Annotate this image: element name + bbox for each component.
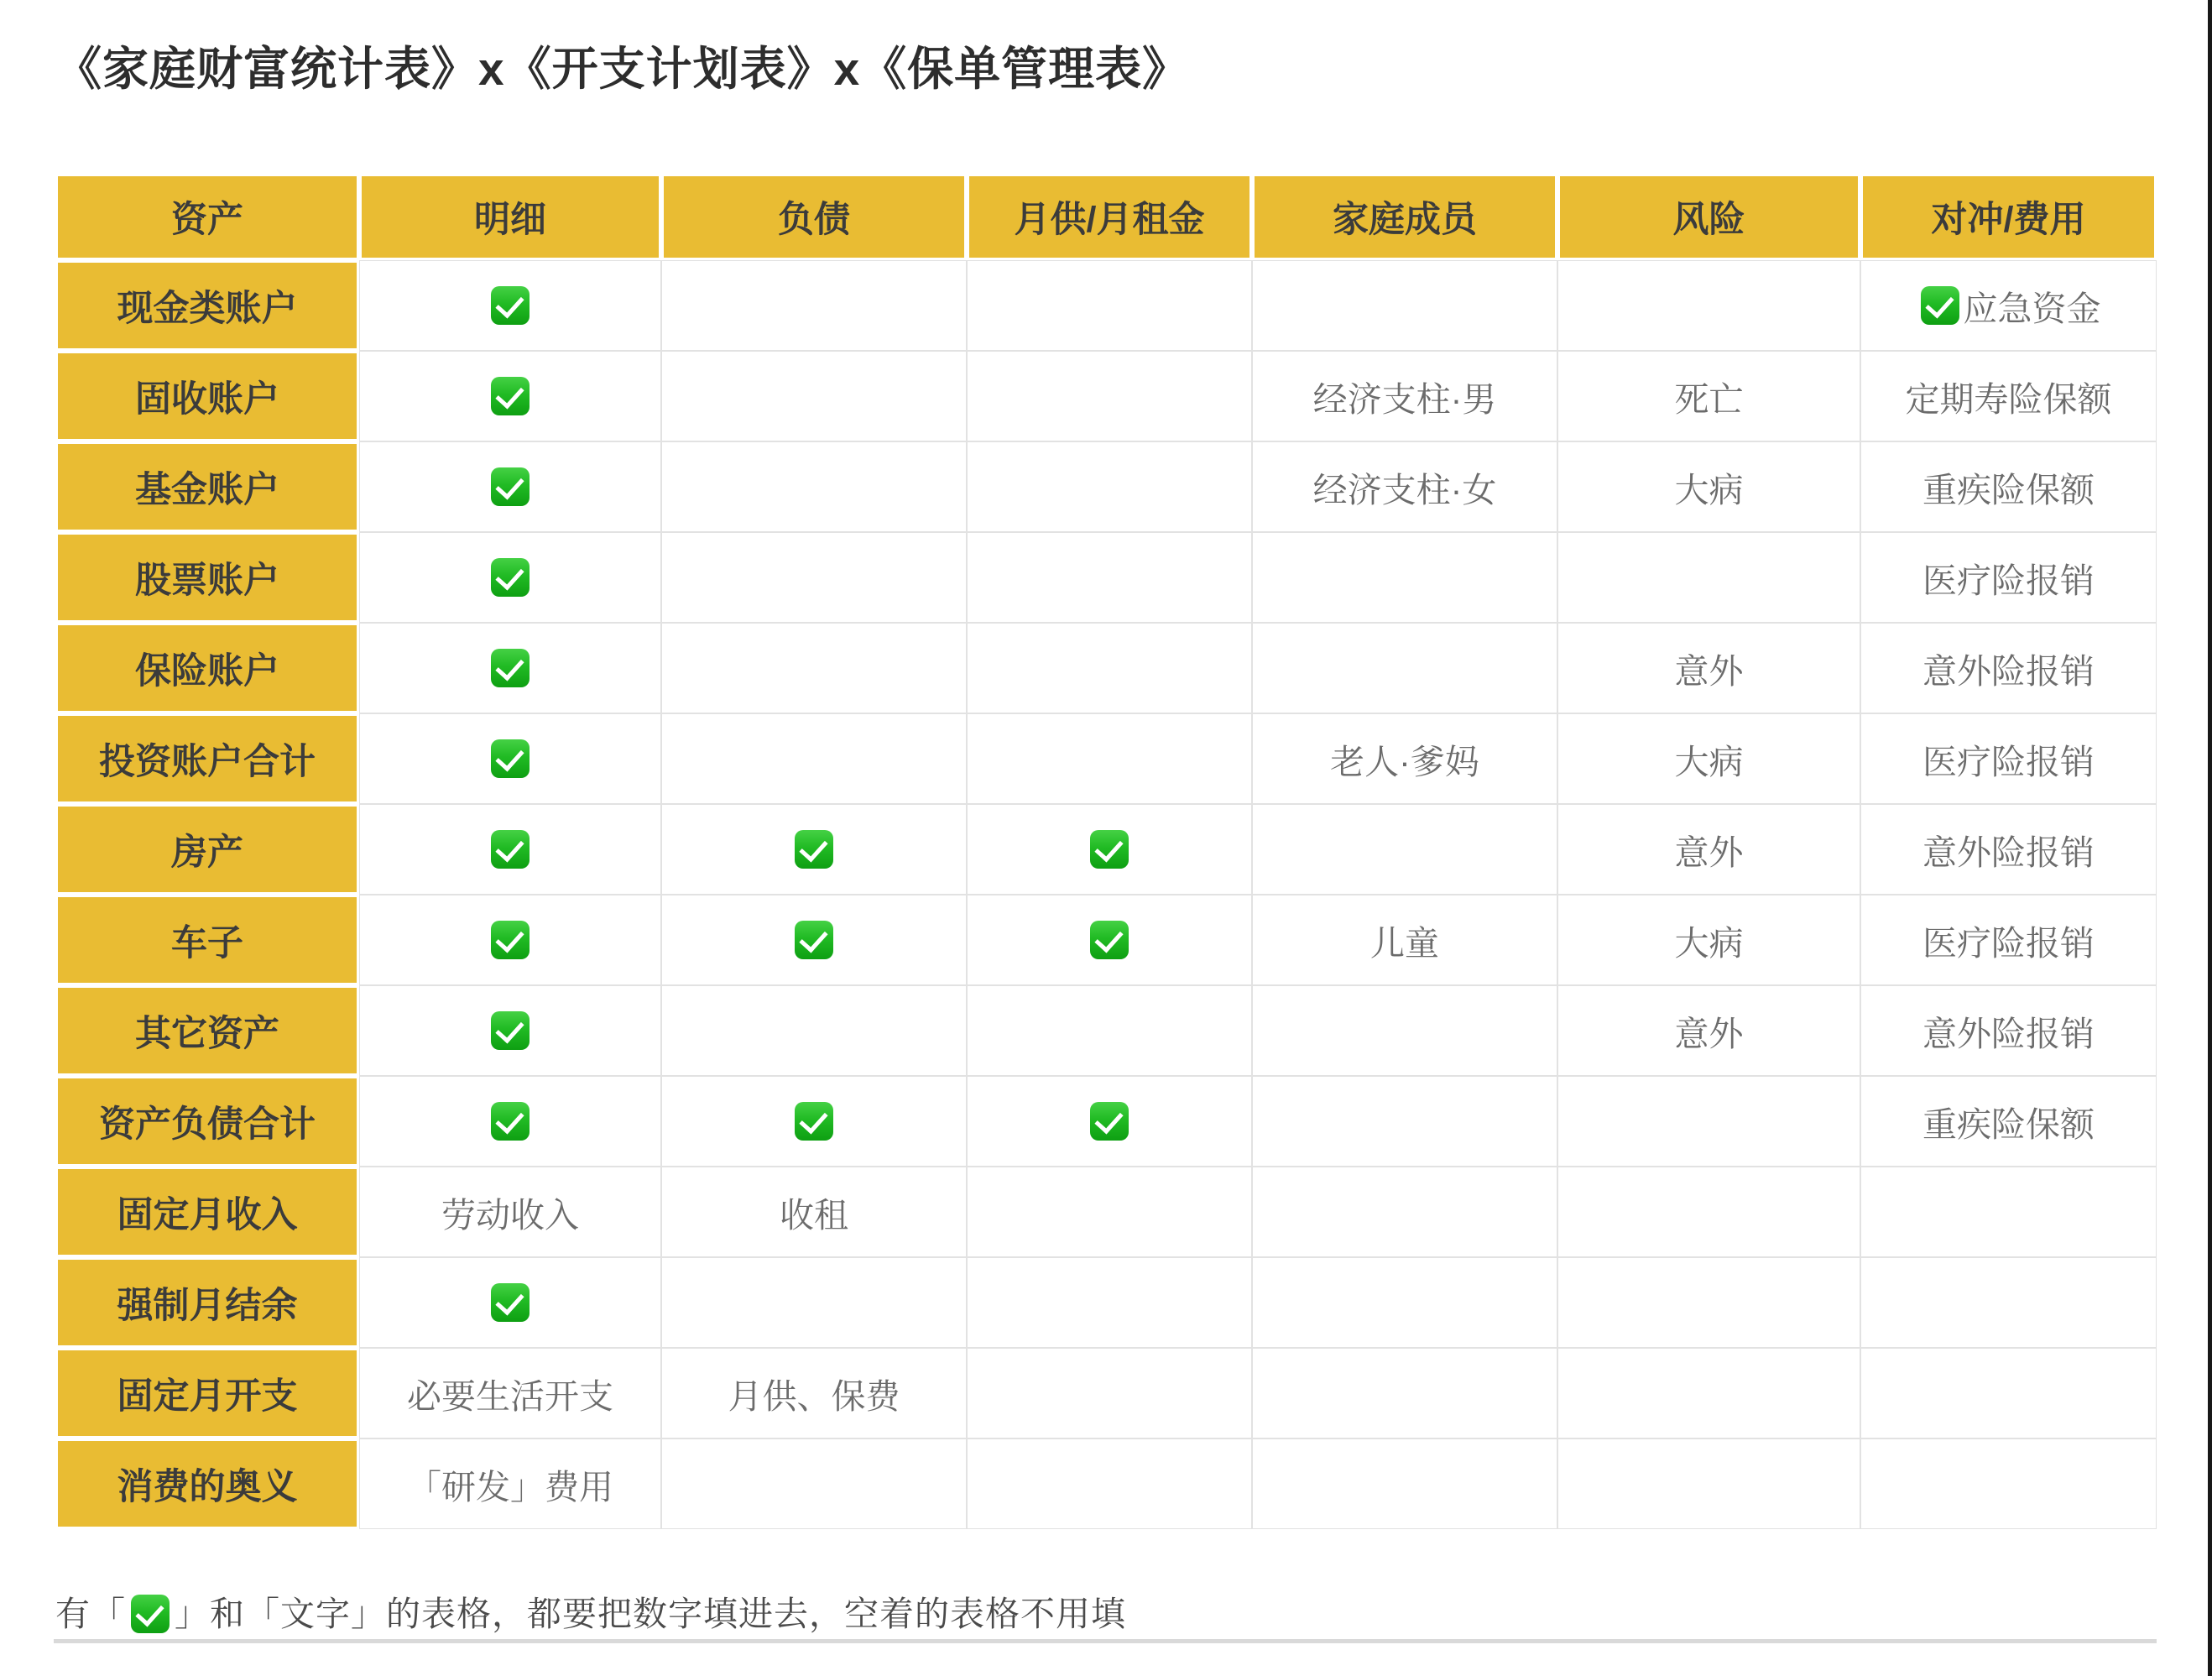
table-cell: 意外险报销 [1860,804,2157,895]
table-cell [661,351,967,441]
table-cell [359,351,661,441]
table-cell [1557,1167,1860,1257]
table-cell [967,1348,1252,1438]
check-icon [491,377,530,415]
table-cell [1252,804,1557,895]
table-cell [967,532,1252,623]
table-cell: 大病 [1557,895,1860,985]
table-cell [967,1076,1252,1167]
footer-note: 有「 」和「文字」的表格，都要把数字填进去，空着的表格不用填 [55,1595,1126,1633]
check-icon [795,830,833,869]
table-cell [1252,532,1557,623]
row-header: 保险账户 [55,623,359,713]
table-cell [1252,260,1557,351]
column-header-3: 月供/月租金 [967,174,1252,260]
page-title: 《家庭财富统计表》x《开支计划表》x《保单管理表》 [55,43,1190,95]
table-cell [359,623,661,713]
row-header: 固定月收入 [55,1167,359,1257]
table-cell [1860,1348,2157,1438]
table-cell: 意外险报销 [1860,623,2157,713]
table-cell [1252,1438,1557,1529]
check-icon [1921,286,1959,325]
row-header: 房产 [55,804,359,895]
table-cell [1252,1348,1557,1438]
table-cell [1557,1348,1860,1438]
table-cell [1860,1438,2157,1529]
check-icon [491,649,530,687]
row-header: 车子 [55,895,359,985]
table-cell [661,623,967,713]
check-icon [131,1595,170,1633]
table-cell [1557,1257,1860,1348]
table-cell [661,1076,967,1167]
table-cell [1557,260,1860,351]
table-cell [1557,1076,1860,1167]
table-cell: 经济支柱·女 [1252,441,1557,532]
table-cell: 医疗险报销 [1860,713,2157,804]
table-cell [661,441,967,532]
table-cell [359,1076,661,1167]
check-icon [491,739,530,778]
check-icon [1090,1102,1129,1141]
table-cell [359,1257,661,1348]
table-cell [359,441,661,532]
table-cell: 收租 [661,1167,967,1257]
table-cell [967,351,1252,441]
table-cell [1860,1167,2157,1257]
check-icon [795,921,833,959]
row-header: 固收账户 [55,351,359,441]
table-cell: 劳动收入 [359,1167,661,1257]
check-icon [1090,830,1129,869]
row-header: 强制月结余 [55,1257,359,1348]
table-cell: 意外 [1557,804,1860,895]
table-cell: 「研发」费用 [359,1438,661,1529]
row-header: 消费的奥义 [55,1438,359,1529]
table-cell: 应急资金 [1860,260,2157,351]
table-cell [661,895,967,985]
table-cell [1557,1438,1860,1529]
table-cell [1252,985,1557,1076]
table-cell [967,441,1252,532]
table-cell: 必要生活开支 [359,1348,661,1438]
row-header: 股票账户 [55,532,359,623]
column-header-4: 家庭成员 [1252,174,1557,260]
column-header-6: 对冲/费用 [1860,174,2157,260]
table-cell: 意外险报销 [1860,985,2157,1076]
table-cell [661,1257,967,1348]
column-header-2: 负债 [661,174,967,260]
table-cell [967,260,1252,351]
table-cell [967,1167,1252,1257]
table-cell [967,1438,1252,1529]
table-cell [359,895,661,985]
table-cell: 大病 [1557,441,1860,532]
table-cell [359,260,661,351]
table-cell: 意外 [1557,623,1860,713]
table-cell: 大病 [1557,713,1860,804]
check-icon [491,1102,530,1141]
column-header-0: 资产 [55,174,359,260]
check-icon [491,558,530,597]
check-icon [491,467,530,506]
table-cell [1252,1257,1557,1348]
table-cell: 定期寿险保额 [1860,351,2157,441]
table-cell: 月供、保费 [661,1348,967,1438]
table-cell: 死亡 [1557,351,1860,441]
row-header: 资产负债合计 [55,1076,359,1167]
table-cell: 经济支柱·男 [1252,351,1557,441]
column-header-5: 风险 [1557,174,1860,260]
row-header: 现金类账户 [55,260,359,351]
check-icon [491,921,530,959]
table-cell [661,532,967,623]
table-cell [967,1257,1252,1348]
table-cell [359,985,661,1076]
table-cell [967,623,1252,713]
table-cell [661,804,967,895]
table-cell: 儿童 [1252,895,1557,985]
table-cell: 医疗险报销 [1860,895,2157,985]
bottom-divider [54,1639,2157,1643]
check-icon [491,286,530,325]
check-icon [1090,921,1129,959]
column-header-1: 明细 [359,174,661,260]
table-cell [1252,1076,1557,1167]
table-cell: 重疾险保额 [1860,441,2157,532]
row-header: 基金账户 [55,441,359,532]
table-cell [1557,532,1860,623]
row-header: 投资账户合计 [55,713,359,804]
table-cell [967,804,1252,895]
table-cell [967,985,1252,1076]
table-cell: 医疗险报销 [1860,532,2157,623]
table-cell: 重疾险保额 [1860,1076,2157,1167]
table-cell [359,532,661,623]
table-cell [661,985,967,1076]
table-cell: 老人·爹妈 [1252,713,1557,804]
table-cell [967,895,1252,985]
table-cell [661,1438,967,1529]
table-cell [1860,1257,2157,1348]
table-cell [661,260,967,351]
check-icon [491,830,530,869]
check-icon [491,1283,530,1322]
table-cell [967,713,1252,804]
table-cell [661,713,967,804]
table-cell [1252,1167,1557,1257]
table-cell: 意外 [1557,985,1860,1076]
check-icon [795,1102,833,1141]
check-icon [491,1011,530,1050]
table-cell [1252,623,1557,713]
table-cell [359,804,661,895]
table-cell [359,713,661,804]
row-header: 其它资产 [55,985,359,1076]
row-header: 固定月开支 [55,1348,359,1438]
wealth-table [55,174,2157,1529]
